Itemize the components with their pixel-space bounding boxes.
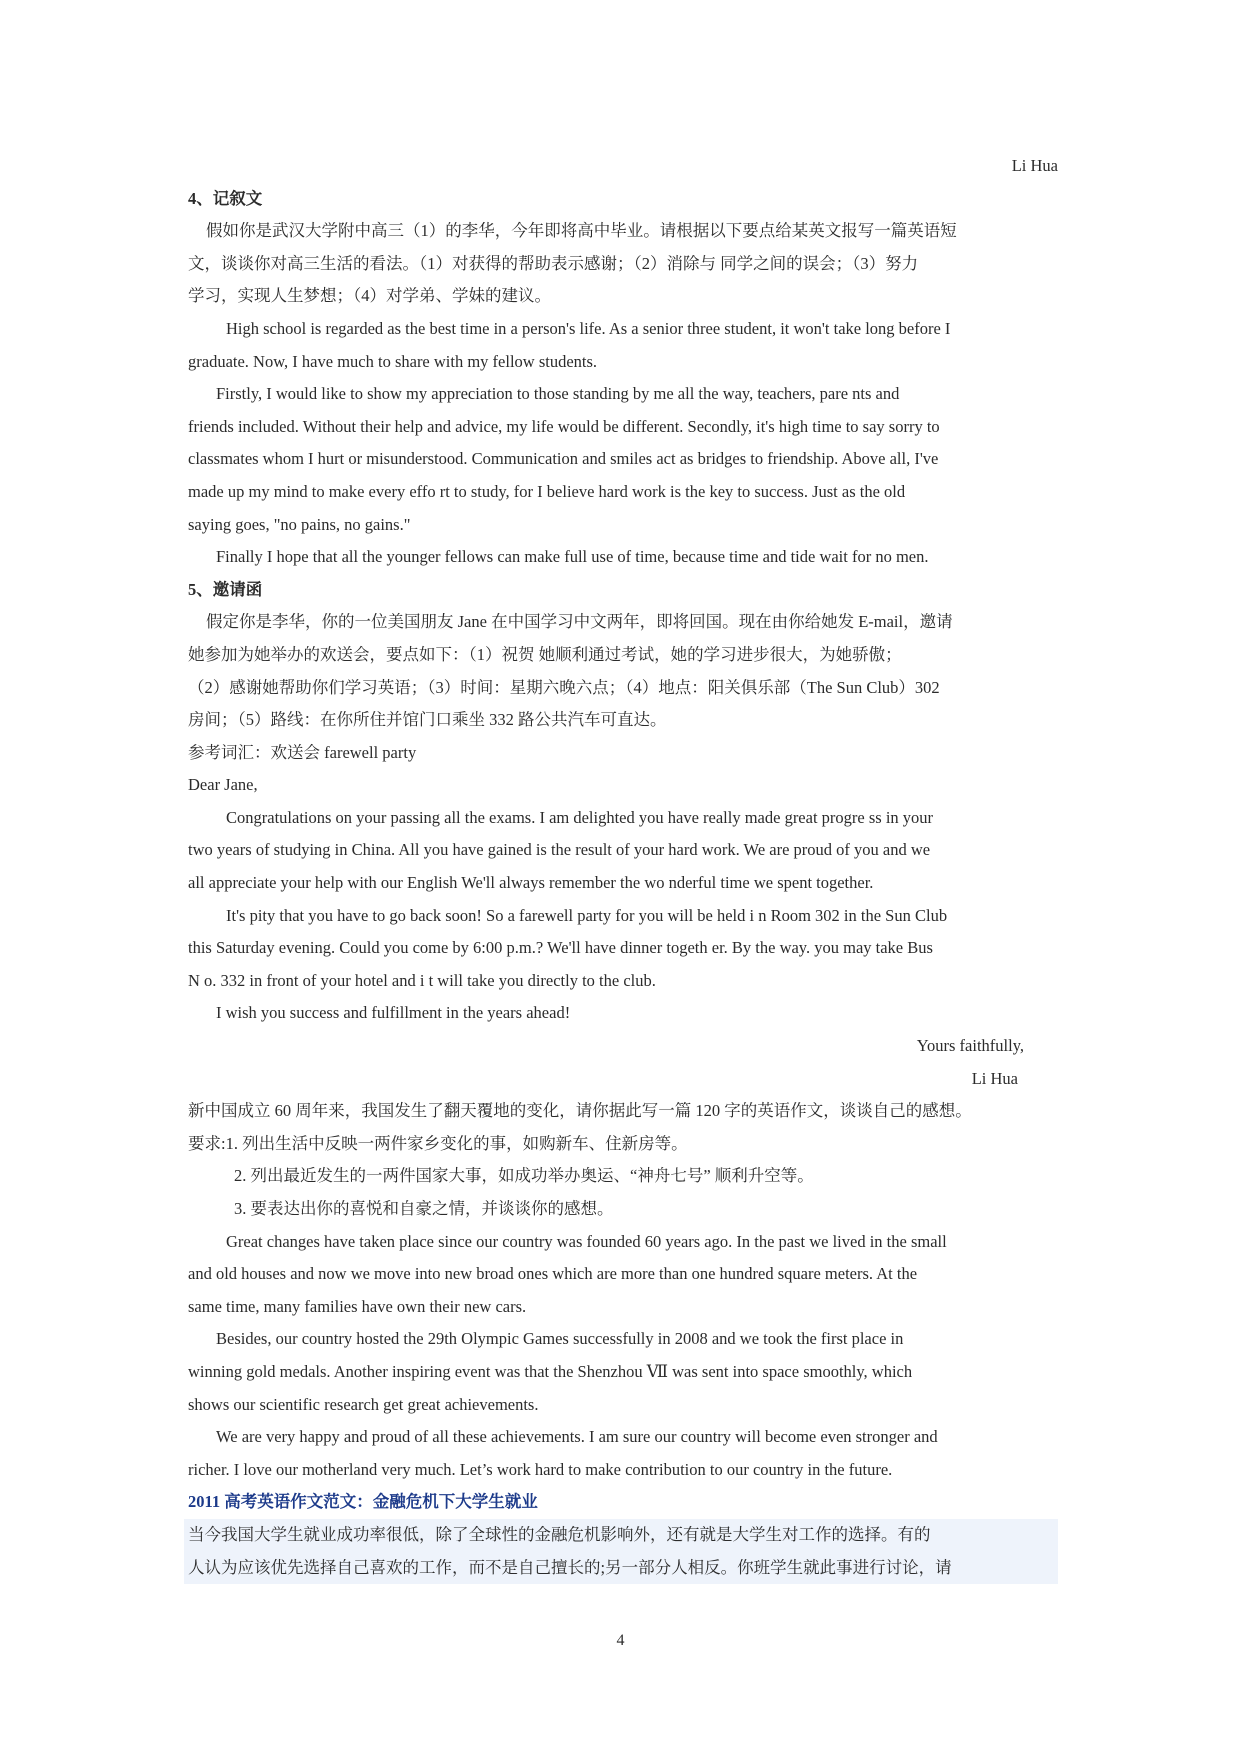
section-5-prompt-line: 假定你是李华，你的一位美国朋友 Jane 在中国学习中文两年，即将回国。现在由你给她发 E-mail，邀请	[206, 612, 953, 632]
section-6-essay-line: richer. I love our motherland very much. Let’s work hard to make contribution to our country in the future.	[188, 1459, 893, 1479]
section-4-essay-line: friends included. Without their help and advice, my life would be different. Secondly, it's high time to say sorry to	[188, 416, 940, 436]
section-4-prompt-line: 学习，实现人生梦想；（4）对学弟、学妹的建议。	[188, 286, 551, 306]
section-4-essay-line: graduate. Now, I have much to share with my fellow students.	[188, 351, 598, 371]
section-4-essay-line: Firstly, I would like to show my appreciation to those standing by me all the way, teachers, pare nts and	[216, 384, 900, 404]
section-5-vocab: 参考词汇：欢送会 farewell party	[188, 742, 417, 762]
section-4-essay-line: Finally I hope that all the younger fellows can make full use of time, because time and tide wait for no men.	[216, 547, 929, 567]
section-4-essay-line: classmates whom I hurt or misunderstood. Communication and smiles act as bridges to friendship. Above all, I've	[188, 449, 939, 469]
section-6-essay-line: Great changes have taken place since our country was founded 60 years ago. In the past we lived in the small	[226, 1231, 947, 1251]
section-4-prompt-line: 文，谈谈你对高三生活的看法。（1）对获得的帮助表示感谢；（2）消除与 同学之间的误会；（3）努力	[188, 253, 919, 273]
letter-signature: Li Hua	[971, 1068, 1018, 1088]
letter-line: N o. 332 in front of your hotel and i t will take you directly to the club.	[188, 970, 656, 990]
letter-line: Congratulations on your passing all the exams. I am delighted you have really made great progre ss in your	[226, 807, 934, 827]
letter-line: two years of studying in China. All you have gained is the result of your hard work. We are proud of you and we	[188, 840, 931, 860]
section-6-essay-line: and old houses and now we move into new broad ones which are more than one hundred square meters. At the	[188, 1264, 918, 1284]
section-5-prompt-line: （2）感谢她帮助你们学习英语；（3）时间：星期六晚六点；（4）地点：阳关俱乐部（The Sun Club）302	[188, 677, 940, 697]
letter-line: this Saturday evening. Could you come by 6:00 p.m.? We'll have dinner togeth er. By the way. you may take Bus	[188, 938, 933, 958]
letter-salutation: Dear Jane,	[188, 775, 258, 795]
signature-li-hua: Li Hua	[1011, 156, 1058, 175]
letter-line: all appreciate your help with our English We'll always remember the wo nderful time we spent together.	[188, 873, 874, 893]
section-6-essay-line: Besides, our country hosted the 29th Olympic Games successfully in 2008 and we took the first place in	[216, 1329, 904, 1349]
section-6-prompt-line: 要求:1. 列出生活中反映一两件家乡变化的事，如购新车、住新房等。	[188, 1133, 688, 1153]
page-content	[188, 150, 1058, 1584]
section-6-essay-line: same time, many families have own their new cars.	[188, 1296, 527, 1316]
section-4-essay-line: saying goes, "no pains, no gains."	[188, 514, 411, 534]
letter-line: It's pity that you have to go back soon! So a farewell party for you will be held i n Room 302 in the Sun Club	[226, 905, 948, 925]
section-5-prompt-line: 房间；（5）路线：在你所住并馆门口乘坐 332 路公共汽车可直达。	[188, 710, 667, 730]
section-6-essay-line: We are very happy and proud of all these achievements. I am sure our country will become even stronger and	[216, 1427, 938, 1447]
letter-closing: Yours faithfully,	[916, 1036, 1024, 1056]
letter-line: I wish you success and fulfillment in the years ahead!	[216, 1003, 571, 1023]
section-7-prompt-line: 当今我国大学生就业成功率很低，除了全球性的金融危机影响外，还有就是大学生对工作的选择。有的	[184, 1519, 1058, 1552]
section-5-prompt-line: 她参加为她举办的欢送会，要点如下：（1）祝贺 她顺利通过考试，她的学习进步很大，为她骄傲；	[188, 644, 902, 664]
section-6-prompt-line: 新中国成立 60 周年来，我国发生了翻天覆地的变化，请你据此写一篇 120 字的英语作文，谈谈自己的感想。	[188, 1101, 972, 1121]
page-number: 4	[616, 1632, 625, 1649]
section-7-prompt-line: 人认为应该优先选择自己喜欢的工作，而不是自己擅长的;另一部分人相反。你班学生就此事进行讨论，请	[184, 1552, 1058, 1585]
section-6-essay-line: winning gold medals. Another inspiring event was that the Shenzhou Ⅶ was sent into space smoothly, which	[188, 1361, 913, 1381]
section-6-essay-line: shows our scientific research get great achievements.	[188, 1394, 539, 1414]
section-7-heading: 2011 高考英语作文范文：金融危机下大学生就业	[188, 1492, 538, 1512]
section-4-essay-line: made up my mind to make every effo rt to study, for I believe hard work is the key to success. Just as the old	[188, 481, 906, 501]
section-5-heading: 5、邀请函	[188, 579, 263, 599]
section-4-heading: 4、记叙文	[188, 188, 263, 208]
section-6-prompt-line: 2. 列出最近发生的一两件国家大事，如成功举办奥运、“神舟七号” 顺利升空等。	[234, 1166, 814, 1186]
section-4-essay-line: High school is regarded as the best time in a person's life. As a senior three student, it won't take long before I	[226, 318, 951, 338]
section-4-prompt-line: 假如你是武汉大学附中高三（1）的李华，今年即将高中毕业。请根据以下要点给某英文报写一篇英语短	[206, 221, 957, 241]
section-6-prompt-line: 3. 要表达出你的喜悦和自豪之情，并谈谈你的感想。	[234, 1199, 614, 1218]
